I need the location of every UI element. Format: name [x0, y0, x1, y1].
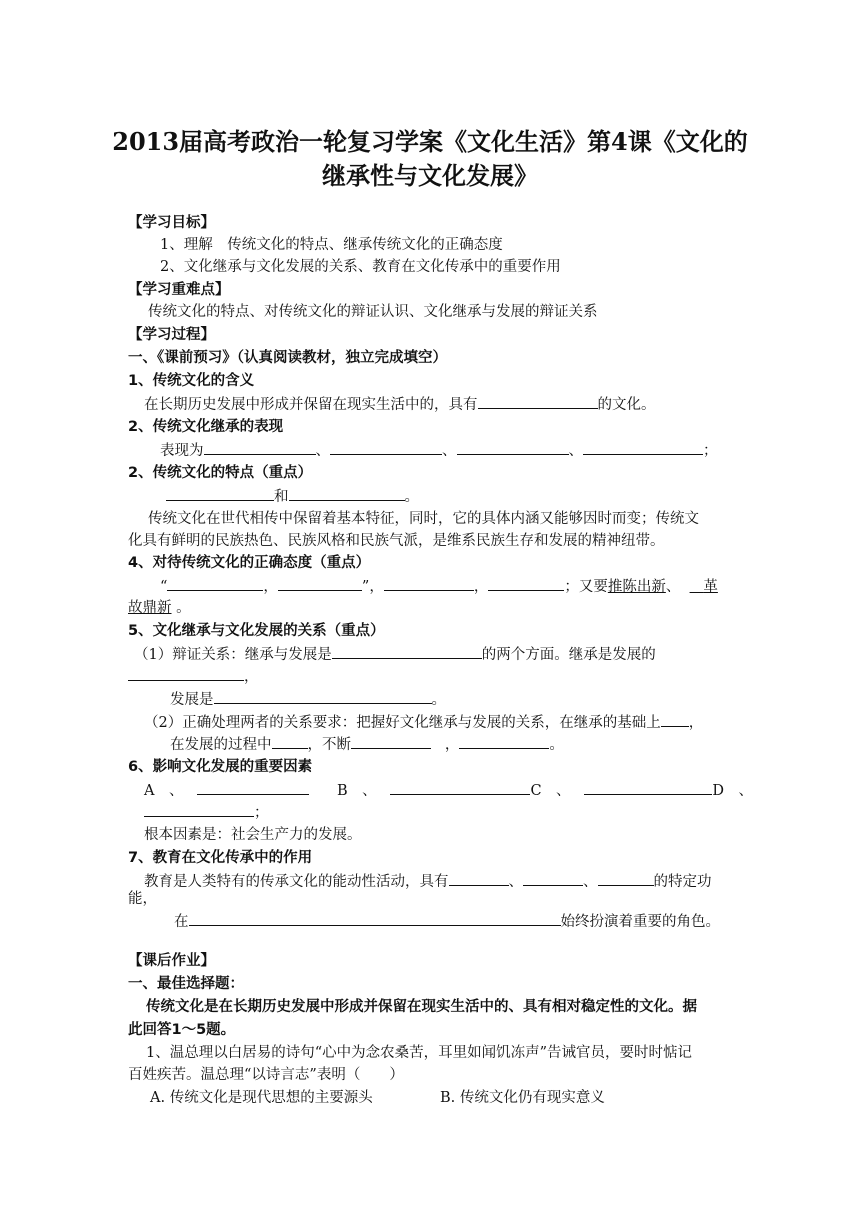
section-7-text-e: 始终扮演着重要的角色。 [560, 914, 720, 930]
factor-c-label: C 、 [530, 783, 571, 799]
option-b: B. 传统文化仍有现实意义 [440, 1090, 605, 1106]
section-7-heading: 7、教育在文化传承中的作用 [128, 850, 313, 866]
fill-blank[interactable] [390, 779, 530, 795]
section-3-blanks [166, 485, 419, 508]
section-5-p2-cont [170, 733, 564, 756]
fill-blank[interactable] [384, 575, 474, 591]
comma: ， [688, 715, 704, 731]
period: 。 [176, 600, 191, 616]
section-5-p2 [144, 711, 703, 734]
section-5-p1-cont [128, 665, 259, 688]
again-text: ；又要 [564, 579, 608, 595]
section-5-p1 [134, 643, 656, 666]
section-7-text-d: 在 [174, 914, 189, 930]
comma: ， [444, 737, 460, 753]
section-1-text [144, 393, 656, 416]
section-3-para-1: 传统文化在世代相传中保留着基本特征，同时，它的具体内涵又能够因时而变；传统文 [148, 511, 699, 527]
section-3-heading: 2、传统文化的特点（重点） [128, 465, 313, 481]
fill-blank[interactable] [332, 643, 482, 659]
section-6-factors-cont [144, 801, 269, 824]
objective-item-2: 2、文化继承与文化发展的关系、教育在文化传承中的重要作用 [160, 259, 561, 275]
fill-blank[interactable] [144, 801, 254, 817]
fill-blank[interactable] [167, 575, 263, 591]
comma: ， [244, 669, 259, 685]
objective-item-1: 1、理解 传统文化的特点、继承传统文化的正确态度 [160, 237, 503, 253]
semicolon: ； [254, 805, 269, 821]
section-7-text-b: 的特定功 [653, 874, 712, 890]
question-1-text-1: 1、温总理以白居易的诗句“心中为念农桑苦，耳里如闻饥冻声”告诫官员，要时时惦记 [146, 1045, 693, 1061]
key-points-text: 传统文化的特点、对传统文化的辩证认识、文化继承与发展的辩证关系 [148, 304, 598, 320]
section-6-factors [144, 779, 753, 802]
separator: 、 [508, 874, 523, 890]
section-4-line-2 [128, 597, 191, 619]
section-7-line-1 [144, 870, 712, 893]
fill-blank[interactable] [523, 870, 583, 886]
page-title-line-2: 继承性与文化发展》 [322, 161, 538, 190]
fill-blank[interactable] [197, 779, 309, 795]
section-7-line-2: 能， [128, 891, 157, 907]
factor-b-label: B 、 [336, 783, 377, 799]
comma: ， [473, 579, 489, 595]
process-heading: 【学习过程】 [128, 327, 215, 343]
section-1-text-b: 的文化。 [597, 397, 656, 413]
fill-blank[interactable] [351, 733, 431, 749]
and-word: 和 [274, 489, 289, 505]
period: 。 [549, 737, 564, 753]
preview-heading: 一、《课前预习》（认真阅读教材，独立完成填空） [128, 350, 447, 366]
homework-intro-1: 传统文化是在长期历史发展中形成并保留在现实生活中的、具有相对稳定性的文化。据 [146, 999, 697, 1015]
section-3-para-2: 化具有鲜明的民族热色、民族风格和民族气派，是维系民族生存和发展的精神纽带。 [128, 533, 665, 549]
term-tuichen-chuxin: 推陈出新 [607, 579, 666, 595]
fill-blank[interactable] [449, 870, 509, 886]
section-2-heading: 2、传统文化继承的表现 [128, 419, 284, 435]
objectives-heading: 【学习目标】 [128, 215, 215, 231]
section-6-heading: 6、影响文化发展的重要因素 [128, 759, 313, 775]
section-5-p2-a: （2）正确处理两者的关系要求：把握好文化继承与发展的关系，在继承的基础上 [144, 715, 661, 731]
fill-blank[interactable] [457, 439, 569, 455]
homework-subheading: 一、最佳选择题： [128, 976, 244, 992]
factor-d-label: D 、 [712, 783, 754, 799]
section-2-prefix: 表现为 [160, 443, 204, 459]
fill-blank[interactable] [661, 711, 689, 727]
section-7-text-a: 教育是人类特有的传承文化的能动性活动，具有 [144, 874, 449, 890]
section-1-heading: 1、传统文化的含义 [128, 373, 255, 389]
separator: 、 [568, 443, 583, 459]
section-6-root: 根本因素是：社会生产力的发展。 [144, 827, 362, 843]
period: 。 [431, 692, 446, 708]
section-5-p1-dev [170, 688, 446, 711]
separator: 、 [583, 874, 598, 890]
fill-blank[interactable] [598, 870, 654, 886]
fill-blank[interactable] [166, 485, 274, 501]
fill-blank[interactable] [584, 779, 712, 795]
section-5-p2-c: ，不断 [307, 737, 351, 753]
line-end: ； [703, 443, 718, 459]
section-5-p1-c: 发展是 [170, 692, 214, 708]
section-5-p1-a: （1）辩证关系：继承与发展是 [134, 647, 332, 663]
fill-blank[interactable] [459, 733, 549, 749]
section-1-text-a: 在长期历史发展中形成并保留在现实生活中的，具有 [144, 397, 478, 413]
separator: 、 [315, 443, 330, 459]
section-4-line: “ ， ”， ， ；又要推陈出新、 革 [160, 575, 718, 598]
homework-heading: 【课后作业】 [128, 953, 215, 969]
section-5-p1-b: 的两个方面。继承是发展的 [481, 647, 656, 663]
close-quote: ”， [361, 579, 384, 595]
fill-blank[interactable] [278, 575, 362, 591]
term-ge: 革 [703, 579, 718, 595]
section-7-line-3 [174, 910, 720, 933]
fill-blank[interactable] [478, 393, 598, 409]
comma: ， [263, 579, 278, 595]
fill-blank[interactable] [128, 665, 244, 681]
fill-blank[interactable] [583, 439, 703, 455]
fill-blank[interactable] [214, 688, 432, 704]
period: 。 [404, 489, 419, 505]
factor-a-label: A 、 [144, 783, 184, 799]
question-1-text-2: 百姓疾苦。温总理“以诗言志”表明（ ） [128, 1067, 404, 1083]
section-2-line [160, 439, 718, 462]
open-quote: “ [160, 579, 168, 595]
section-5-p2-b: 在发展的过程中 [170, 737, 272, 753]
section-4-heading: 4、对待传统文化的正确态度（重点） [128, 555, 371, 571]
fill-blank[interactable] [272, 733, 308, 749]
section-5-heading: 5、文化继承与文化发展的关系（重点） [128, 623, 385, 639]
fill-blank[interactable] [330, 439, 442, 455]
page-title-line-1: 2013届高考政治一轮复习学案《文化生活》第4课《文化的 [112, 127, 748, 156]
key-points-heading: 【学习重难点】 [128, 282, 230, 298]
fill-blank[interactable] [488, 575, 564, 591]
separator: 、 [442, 443, 457, 459]
term-guding-xin: 故鼎新 [128, 600, 172, 616]
homework-intro-2: 此回答1～5题。 [128, 1022, 236, 1038]
fill-blank[interactable] [204, 439, 316, 455]
option-a: A. 传统文化是现代思想的主要源头 [150, 1090, 373, 1106]
fill-blank[interactable] [289, 485, 405, 501]
fill-blank[interactable] [189, 910, 561, 926]
